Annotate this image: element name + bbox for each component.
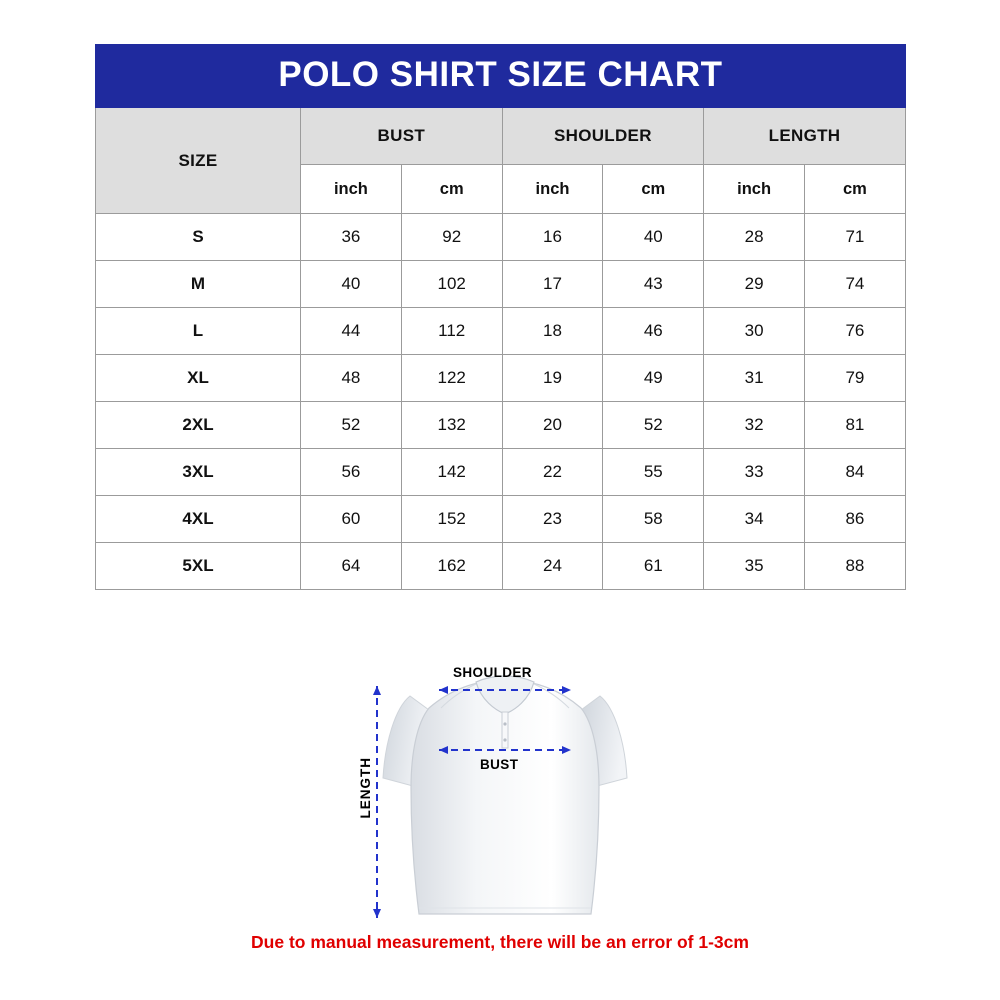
measurement-note: Due to manual measurement, there will be an error of 1-3cm [251, 932, 749, 952]
header-shoulder: SHOULDER [502, 108, 704, 165]
row-size: L [96, 308, 301, 355]
table-row [96, 543, 906, 590]
table-row [96, 308, 906, 355]
cell-bust-inch: 48 [301, 355, 402, 402]
table-group-header-row [96, 108, 906, 165]
cell-length-cm: 71 [804, 214, 905, 261]
bust-dimension-label: BUST [480, 757, 519, 772]
row-size: 3XL [96, 449, 301, 496]
cell-shoulder-cm: 61 [603, 543, 704, 590]
cell-bust-cm: 152 [401, 496, 502, 543]
cell-length-cm: 81 [804, 402, 905, 449]
unit-length-cm: cm [804, 165, 905, 214]
header-bust: BUST [301, 108, 503, 165]
cell-length-inch: 29 [704, 261, 805, 308]
cell-shoulder-cm: 46 [603, 308, 704, 355]
cell-bust-cm: 112 [401, 308, 502, 355]
cell-shoulder-cm: 40 [603, 214, 704, 261]
cell-shoulder-inch: 22 [502, 449, 603, 496]
cell-shoulder-cm: 58 [603, 496, 704, 543]
chart-title: POLO SHIRT SIZE CHART [96, 45, 906, 108]
cell-shoulder-cm: 43 [603, 261, 704, 308]
cell-length-inch: 31 [704, 355, 805, 402]
cell-length-cm: 79 [804, 355, 905, 402]
cell-shoulder-inch: 23 [502, 496, 603, 543]
cell-bust-inch: 40 [301, 261, 402, 308]
table-row [96, 402, 906, 449]
cell-shoulder-inch: 24 [502, 543, 603, 590]
header-size: SIZE [96, 108, 301, 214]
cell-length-inch: 30 [704, 308, 805, 355]
cell-bust-cm: 142 [401, 449, 502, 496]
size-chart-table [95, 44, 906, 590]
unit-shoulder-inch: inch [502, 165, 603, 214]
size-chart-table-wrapper [95, 44, 905, 590]
cell-length-cm: 74 [804, 261, 905, 308]
cell-length-cm: 88 [804, 543, 905, 590]
row-size: 2XL [96, 402, 301, 449]
cell-length-inch: 28 [704, 214, 805, 261]
cell-bust-cm: 132 [401, 402, 502, 449]
cell-bust-inch: 44 [301, 308, 402, 355]
cell-shoulder-cm: 49 [603, 355, 704, 402]
cell-bust-inch: 60 [301, 496, 402, 543]
cell-bust-cm: 122 [401, 355, 502, 402]
table-row [96, 496, 906, 543]
row-size: M [96, 261, 301, 308]
table-row [96, 261, 906, 308]
table-title-row [96, 45, 906, 108]
cell-length-cm: 76 [804, 308, 905, 355]
unit-shoulder-cm: cm [603, 165, 704, 214]
cell-bust-inch: 64 [301, 543, 402, 590]
unit-bust-inch: inch [301, 165, 402, 214]
cell-bust-inch: 52 [301, 402, 402, 449]
shoulder-dimension-label: SHOULDER [453, 665, 532, 680]
unit-length-inch: inch [704, 165, 805, 214]
header-length: LENGTH [704, 108, 906, 165]
length-dimension-label: LENGTH [358, 757, 373, 819]
table-row [96, 355, 906, 402]
table-row [96, 214, 906, 261]
row-size: XL [96, 355, 301, 402]
cell-shoulder-inch: 19 [502, 355, 603, 402]
cell-shoulder-inch: 17 [502, 261, 603, 308]
row-size: 5XL [96, 543, 301, 590]
cell-length-cm: 86 [804, 496, 905, 543]
cell-length-inch: 32 [704, 402, 805, 449]
cell-length-inch: 35 [704, 543, 805, 590]
cell-shoulder-inch: 18 [502, 308, 603, 355]
cell-shoulder-cm: 55 [603, 449, 704, 496]
cell-length-inch: 33 [704, 449, 805, 496]
cell-length-cm: 84 [804, 449, 905, 496]
unit-bust-cm: cm [401, 165, 502, 214]
row-size: 4XL [96, 496, 301, 543]
cell-length-inch: 34 [704, 496, 805, 543]
cell-bust-cm: 92 [401, 214, 502, 261]
cell-shoulder-cm: 52 [603, 402, 704, 449]
table-row [96, 449, 906, 496]
cell-bust-inch: 56 [301, 449, 402, 496]
cell-shoulder-inch: 20 [502, 402, 603, 449]
cell-bust-cm: 162 [401, 543, 502, 590]
cell-bust-cm: 102 [401, 261, 502, 308]
row-size: S [96, 214, 301, 261]
cell-shoulder-inch: 16 [502, 214, 603, 261]
cell-bust-inch: 36 [301, 214, 402, 261]
